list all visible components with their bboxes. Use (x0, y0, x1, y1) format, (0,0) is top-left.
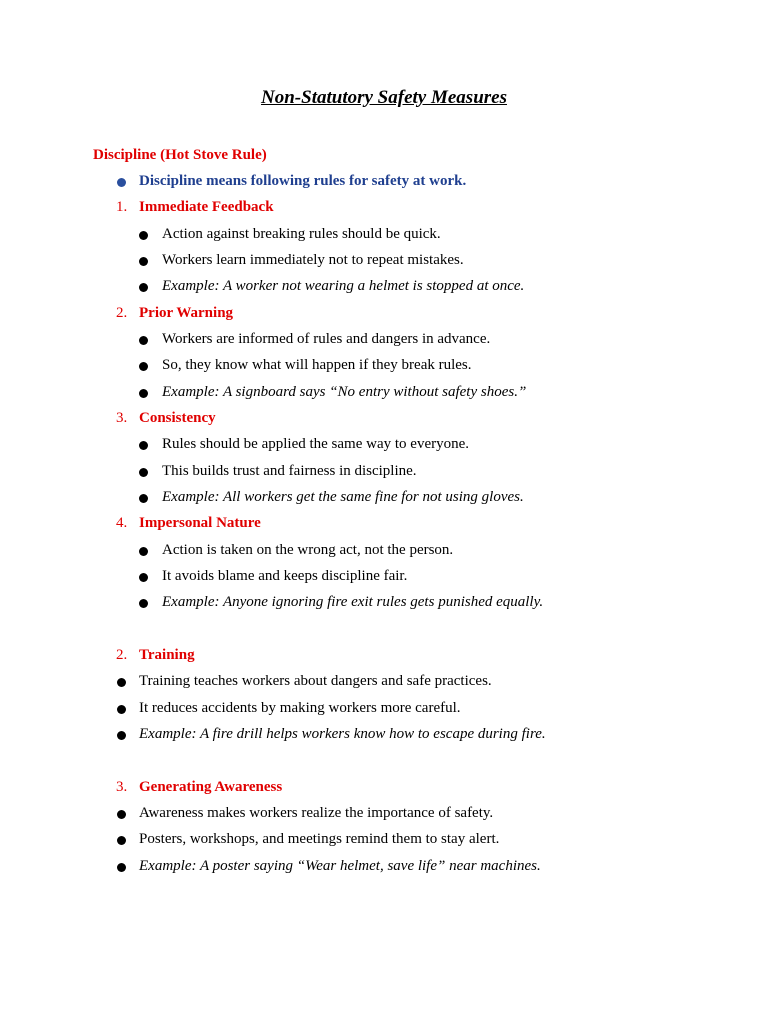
list-item: Workers are informed of rules and dangers in advance. (162, 331, 491, 347)
list-item: Training teaches workers about dangers and safe practices. (139, 673, 492, 689)
item-heading-immediate-feedback: Immediate Feedback (139, 199, 274, 215)
bullet-icon (139, 599, 148, 608)
section-heading-discipline: Discipline (Hot Stove Rule) (93, 147, 267, 163)
bullet-icon (139, 441, 148, 450)
bullet-icon (139, 573, 148, 582)
list-item: Posters, workshops, and meetings remind them to stay alert. (139, 831, 500, 847)
example-item: Example: A worker not wearing a helmet is stopped at once. (162, 278, 525, 294)
example-item: Example: A fire drill helps workers know how to escape during fire. (139, 726, 546, 742)
list-item: Action against breaking rules should be quick. (162, 226, 441, 242)
bullet-icon (117, 810, 126, 819)
bullet-icon (139, 362, 148, 371)
example-item: Example: All workers get the same fine for not using gloves. (162, 489, 524, 505)
bullet-icon (117, 178, 126, 187)
bullet-icon (117, 705, 126, 714)
list-item: So, they know what will happen if they break rules. (162, 357, 472, 373)
discipline-intro: Discipline means following rules for safety at work. (139, 173, 467, 189)
bullet-icon (117, 731, 126, 740)
list-item: Workers learn immediately not to repeat mistakes. (162, 252, 464, 268)
list-item: It reduces accidents by making workers more careful. (139, 700, 461, 716)
bullet-icon (139, 547, 148, 556)
example-item: Example: Anyone ignoring fire exit rules gets punished equally. (162, 594, 544, 610)
bullet-icon (139, 389, 148, 398)
page-title: Non-Statutory Safety Measures (261, 87, 507, 108)
list-number: 3. (116, 779, 128, 795)
list-number: 1. (116, 199, 128, 215)
bullet-icon (139, 283, 148, 292)
bullet-icon (139, 336, 148, 345)
bullet-icon (139, 257, 148, 266)
bullet-icon (139, 494, 148, 503)
example-item: Example: A signboard says “No entry without safety shoes.” (162, 384, 527, 400)
list-item: Action is taken on the wrong act, not the person. (162, 542, 454, 558)
bullet-icon (139, 468, 148, 477)
example-item: Example: A poster saying “Wear helmet, save life” near machines. (139, 858, 541, 874)
item-heading-prior-warning: Prior Warning (139, 305, 234, 321)
list-item: This builds trust and fairness in discipline. (162, 463, 417, 479)
bullet-icon (117, 678, 126, 687)
bullet-icon (117, 836, 126, 845)
list-number: 4. (116, 515, 128, 531)
list-number: 3. (116, 410, 128, 426)
list-item: Rules should be applied the same way to everyone. (162, 436, 470, 452)
section-heading-awareness: Generating Awareness (139, 779, 283, 795)
list-item: Awareness makes workers realize the importance of safety. (139, 805, 494, 821)
bullet-icon (117, 863, 126, 872)
item-heading-impersonal-nature: Impersonal Nature (139, 515, 261, 531)
list-number: 2. (116, 305, 128, 321)
item-heading-consistency: Consistency (139, 410, 216, 426)
list-number: 2. (116, 647, 128, 663)
section-heading-training: Training (139, 647, 195, 663)
list-item: It avoids blame and keeps discipline fair. (162, 568, 408, 584)
bullet-icon (139, 231, 148, 240)
